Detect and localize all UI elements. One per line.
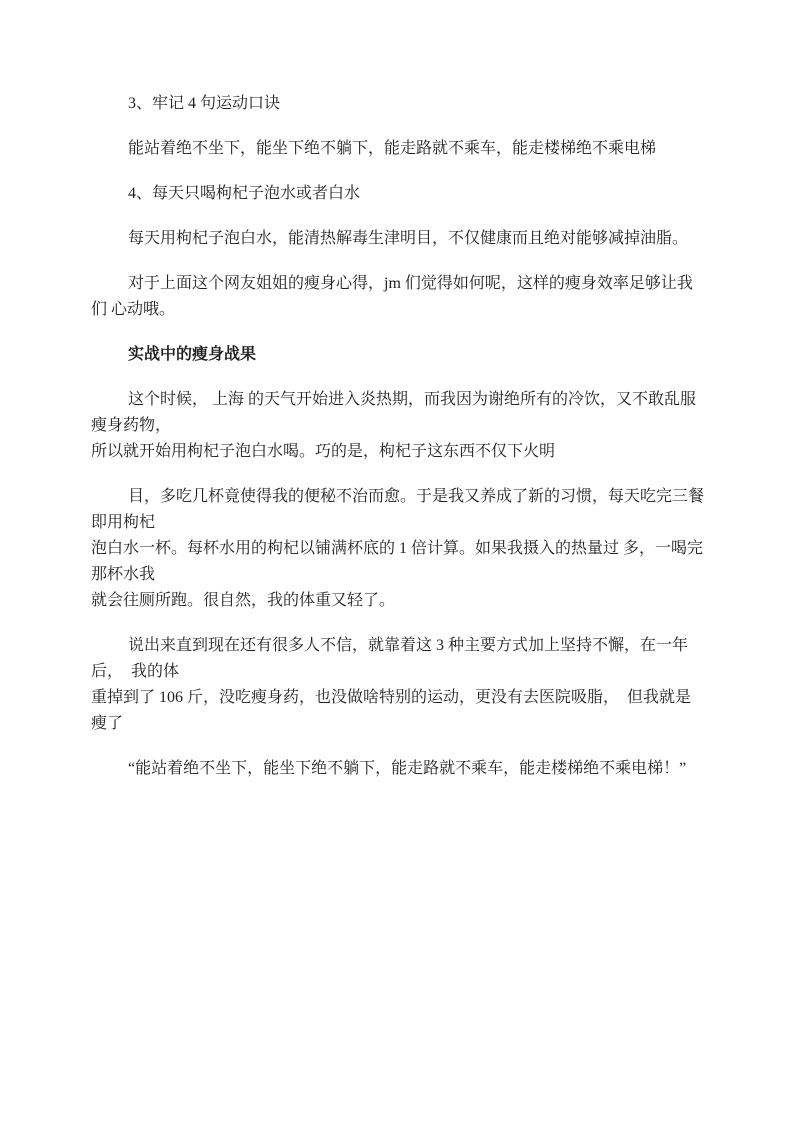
text-line: 泡白水一杯。每杯水用的枸杞以铺满杯底的 1 倍计算。如果我摄入的热量过 多，一喝完那杯水我 xyxy=(91,540,704,583)
section-heading xyxy=(91,342,705,368)
text-line: 能站着绝不坐下，能坐下绝不躺下，能走路就不乘车，能走楼梯绝不乘电梯 xyxy=(128,140,657,157)
body-paragraph xyxy=(91,484,709,614)
body-paragraph xyxy=(91,387,705,465)
list-item-heading xyxy=(91,91,705,117)
body-paragraph xyxy=(91,136,705,162)
body-paragraph xyxy=(91,271,705,323)
text-line: 每天用枸杞子泡白水，能清热解毒生津明目，不仅健康而且绝对能够减掉油脂。 xyxy=(128,230,689,247)
text-line: 重掉到了 106 斤，没吃瘦身药，也没做啥特别的运动，更没有去医院吸脂， 但我就是瘦了 xyxy=(91,689,692,732)
quote-paragraph xyxy=(91,756,705,782)
text-line: 对于上面这个网友姐姐的瘦身心得，jm 们觉得如何呢，这样的瘦身效率足够让我们 心动哦。 xyxy=(91,275,693,318)
document-content xyxy=(91,91,709,801)
body-paragraph xyxy=(91,633,705,737)
body-paragraph xyxy=(91,226,705,252)
list-item-heading xyxy=(91,181,705,207)
text-line: 目，多吃几杯竟使得我的便秘不治而愈。于是我又养成了新的习惯，每天吃完三餐 即用枸杞 xyxy=(91,488,709,531)
text-line: 3、牢记 4 句运动口诀 xyxy=(128,95,281,112)
text-line: 就会往厕所跑。很自然，我的体重又轻了。 xyxy=(91,592,396,609)
text-line: “能站着绝不坐下，能坐下绝不躺下，能走路就不乘车，能走楼梯绝不乘电梯！” xyxy=(128,760,687,777)
text-line: 实战中的瘦身战果 xyxy=(128,346,257,363)
text-line: 所以就开始用枸杞子泡白水喝。巧的是，枸杞子这东西不仅下火明 xyxy=(91,443,556,460)
text-line: 4、每天只喝枸杞子泡水或者白水 xyxy=(128,185,361,202)
text-line: 说出来直到现在还有很多人不信，就靠着这 3 种主要方式加上坚持不懈，在一年后， 我的体 xyxy=(91,637,689,680)
text-line: 这个时候， 上海 的天气开始进入炎热期，而我因为谢绝所有的冷饮，又不敢乱服 瘦身药物， xyxy=(91,391,701,434)
